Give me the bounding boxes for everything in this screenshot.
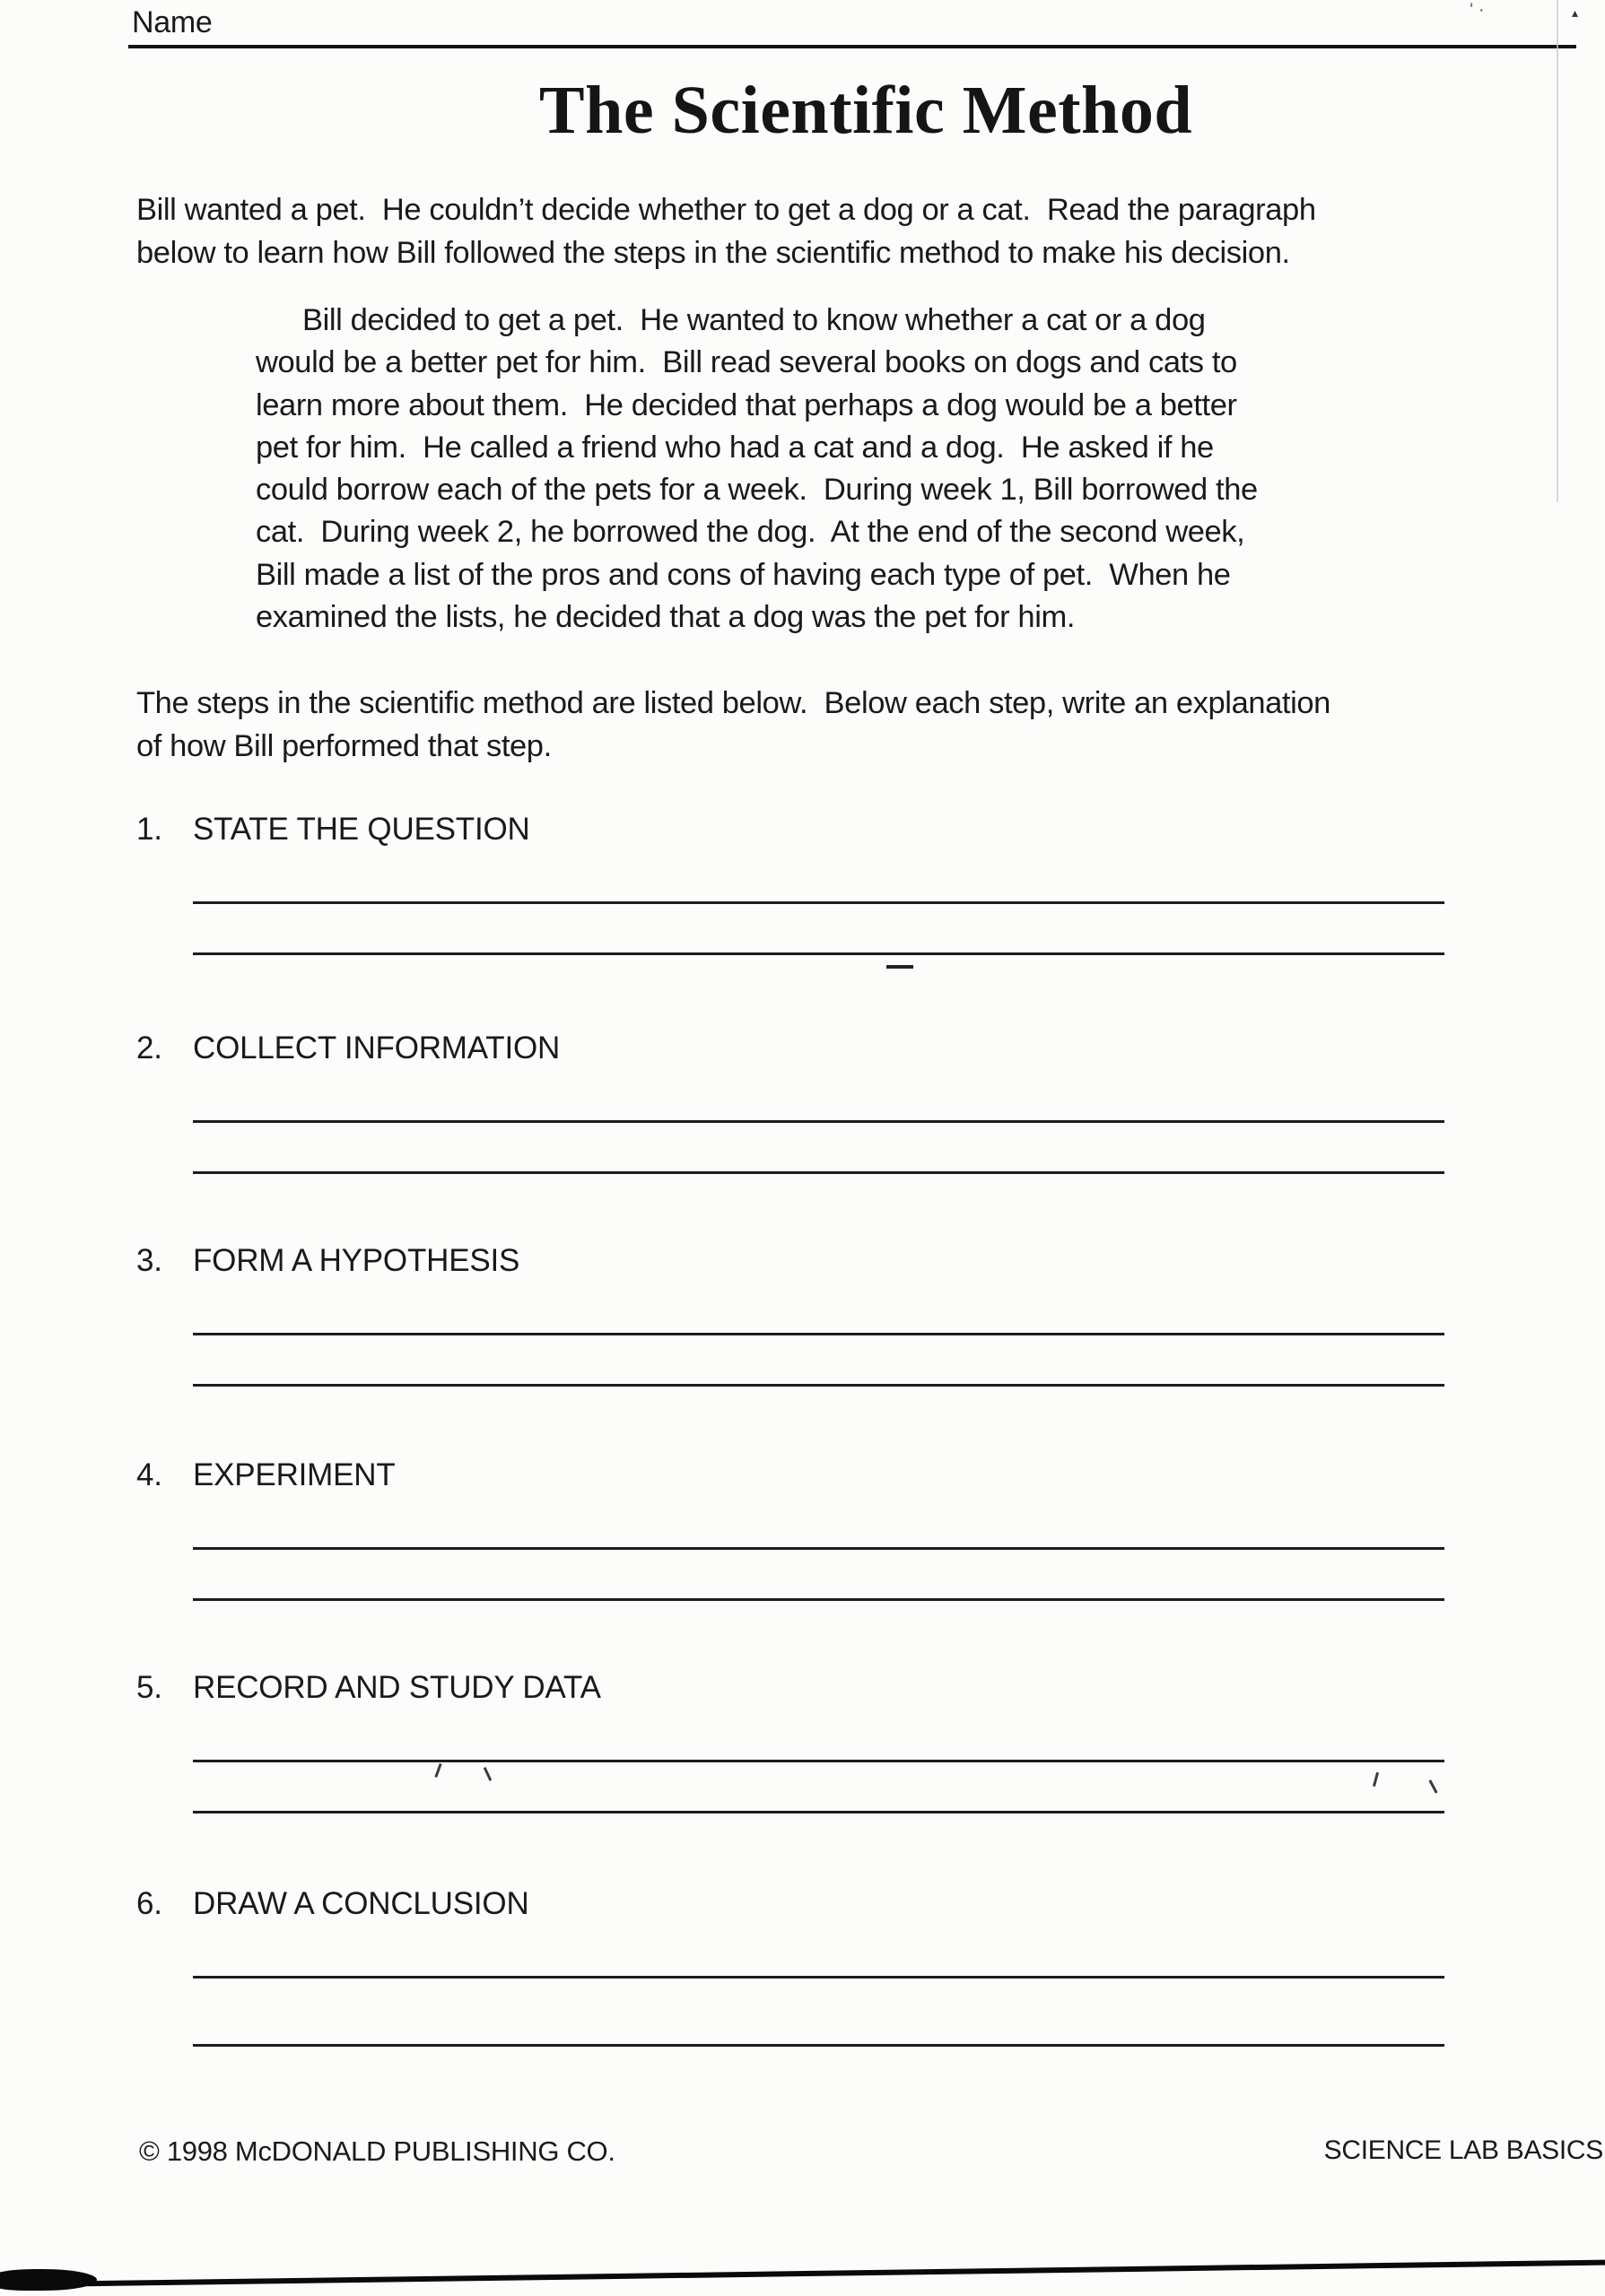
instructions-paragraph (136, 683, 1330, 768)
scan-dash-mark (886, 965, 913, 969)
step-6-head (136, 1883, 1444, 1924)
story-line: Bill made a list of the pros and cons of having each type of pet. When he (256, 557, 1231, 592)
footer-copyright: © 1998 McDONALD PUBLISHING CO. (139, 2135, 615, 2167)
answer-line[interactable] (193, 901, 1444, 904)
step-1 (136, 809, 1444, 955)
step-4 (136, 1455, 1444, 1601)
step-number: 5. (136, 1670, 162, 1705)
instructions-line: The steps in the scientific method are listed below. Below each step, write an explanation (136, 686, 1330, 720)
answer-line[interactable] (193, 1384, 1444, 1387)
intro-line: below to learn how Bill followed the steps in the scientific method to make his decision. (136, 235, 1290, 270)
step-number: 2. (136, 1031, 162, 1065)
step-label: FORM A HYPOTHESIS (193, 1243, 520, 1278)
step-3-head (136, 1240, 1444, 1281)
story-line: could borrow each of the pets for a week. During week 1, Bill borrowed the (256, 473, 1258, 508)
step-number: 1. (136, 812, 162, 847)
scan-speck: ‘ · (1470, 0, 1485, 20)
name-label: Name (132, 5, 213, 39)
step-label: COLLECT INFORMATION (193, 1031, 561, 1065)
answer-line[interactable] (193, 1598, 1444, 1601)
step-label: RECORD AND STUDY DATA (193, 1670, 601, 1705)
step-2-head (136, 1028, 1444, 1068)
answer-line[interactable] (193, 1547, 1444, 1550)
step-1-head (136, 809, 1444, 849)
answer-line[interactable] (193, 1333, 1444, 1335)
step-label: EXPERIMENT (193, 1457, 396, 1492)
intro-line: Bill wanted a pet. He couldn’t decide whether to get a dog or a cat. Read the paragraph (136, 193, 1316, 227)
name-blank-line[interactable] (128, 45, 1576, 48)
answer-line[interactable] (193, 1120, 1444, 1123)
step-3 (136, 1240, 1444, 1387)
step-label: DRAW A CONCLUSION (193, 1886, 529, 1921)
story-paragraph (256, 300, 1258, 639)
scan-edge-shadow (1557, 0, 1558, 502)
answer-line[interactable] (193, 1811, 1444, 1813)
footer-series: SCIENCE LAB BASICS (1323, 2135, 1603, 2165)
answer-line[interactable] (193, 1760, 1444, 1762)
scan-bottom-edge (0, 2259, 1605, 2288)
step-6 (136, 1883, 1444, 2047)
step-number: 3. (136, 1243, 162, 1278)
step-2 (136, 1028, 1444, 1174)
scan-speck: ▴ (1572, 5, 1579, 20)
step-number: 4. (136, 1457, 162, 1492)
scan-bottom-edge-blob (0, 2269, 97, 2291)
story-line: learn more about them. He decided that perhaps a dog would be a better (256, 387, 1237, 422)
answer-line[interactable] (193, 1976, 1444, 1979)
story-line: cat. During week 2, he borrowed the dog. At the end of the second week, (256, 515, 1245, 550)
instructions-line: of how Bill performed that step. (136, 728, 552, 763)
step-label: STATE THE QUESTION (193, 812, 530, 847)
story-line: examined the lists, he decided that a dog was the pet for him. (256, 600, 1076, 635)
story-line: would be a better pet for him. Bill read several books on dogs and cats to (256, 345, 1237, 380)
answer-line[interactable] (193, 1171, 1444, 1174)
answer-line[interactable] (193, 952, 1444, 955)
answer-line[interactable] (193, 2044, 1444, 2047)
step-number: 6. (136, 1886, 162, 1921)
intro-paragraph (136, 189, 1316, 274)
step-5-head (136, 1667, 1444, 1708)
story-line: pet for him. He called a friend who had a cat and a dog. He asked if he (256, 430, 1214, 465)
story-line: Bill decided to get a pet. He wanted to know whether a cat or a dog (302, 303, 1206, 337)
step-4-head (136, 1455, 1444, 1495)
title-wrap (126, 72, 1605, 150)
page-title: The Scientific Method (538, 73, 1193, 148)
step-5 (136, 1667, 1444, 1813)
